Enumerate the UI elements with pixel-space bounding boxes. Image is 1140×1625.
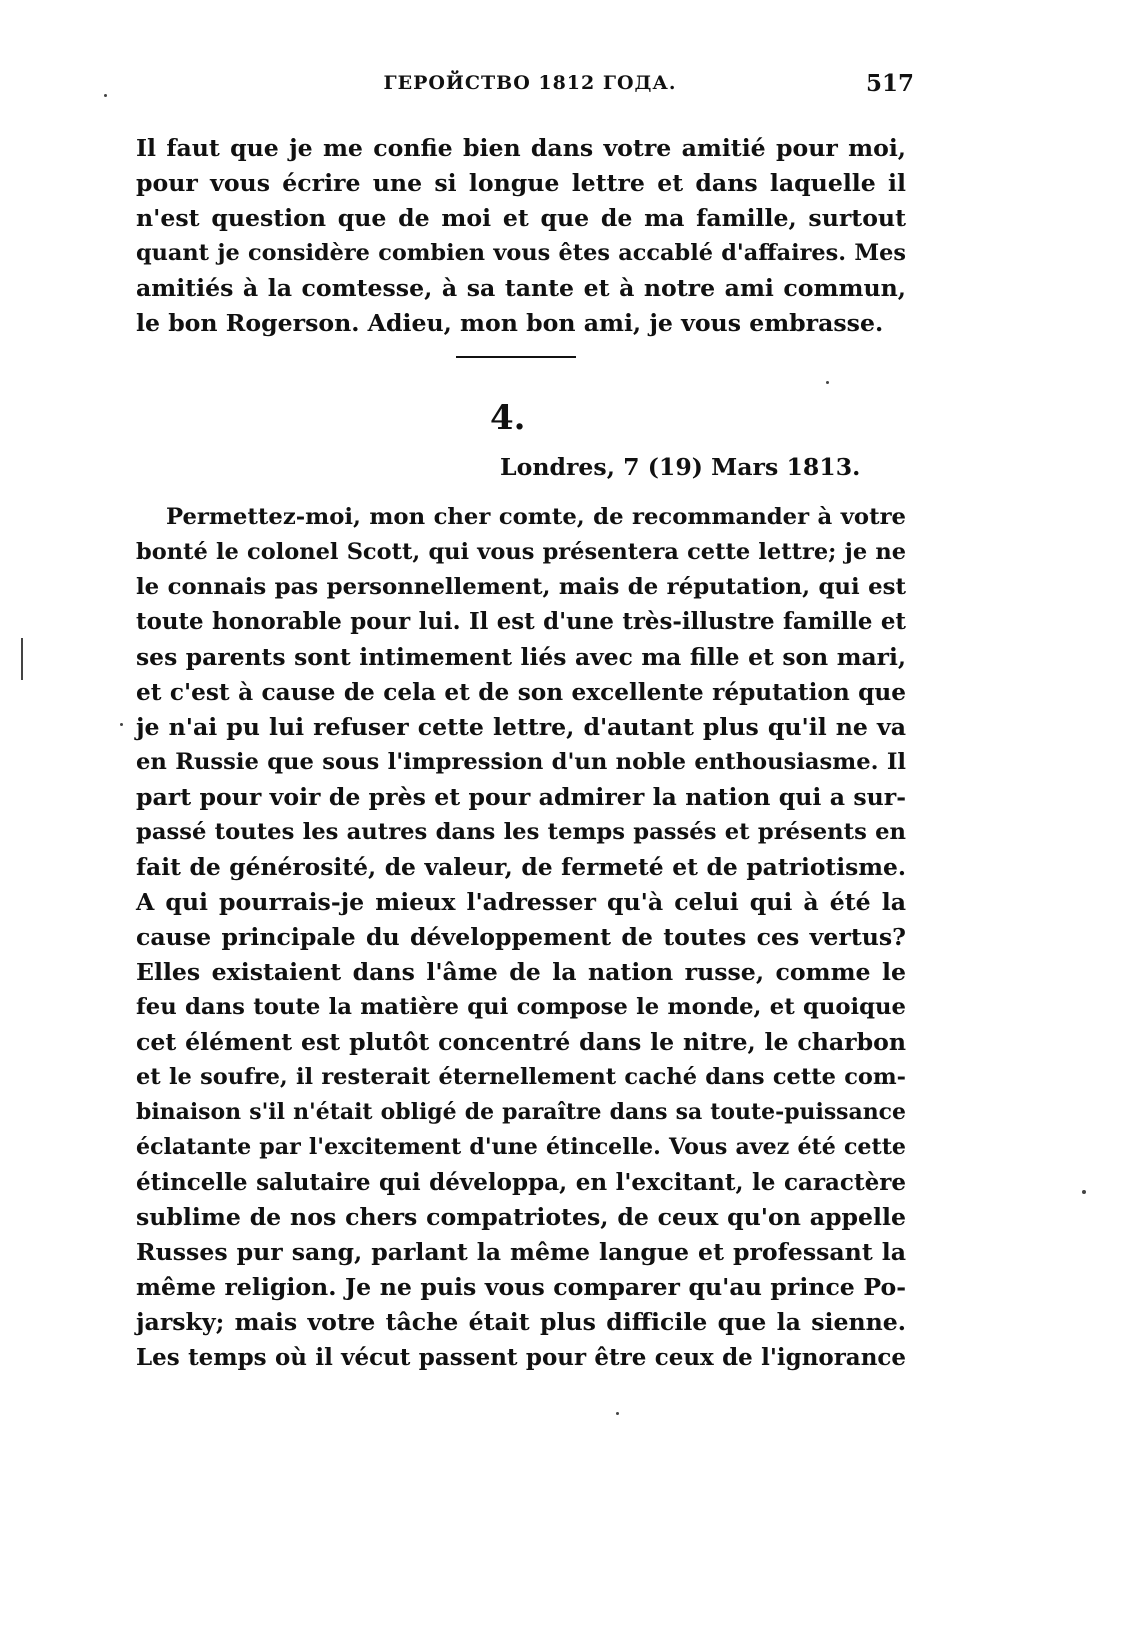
text-line: Russes pur sang, parlant la même langue et professant la [136,1238,906,1266]
scan-speck [616,1412,619,1415]
text-line: en Russie que sous l'impression d'un noble enthousiasme. Il [136,749,906,775]
text-line: fait de générosité, de valeur, de fermeté et de patriotisme. [136,853,906,881]
running-title: ГЕРОЙСТВО 1812 ГОДА. [383,72,677,94]
text-line: éclatante par l'excitement d'une étincelle. Vous avez été cette [136,1134,906,1160]
text-line: Les temps où il vécut passent pour être ceux de l'ignorance [136,1344,906,1371]
scan-margin-mark [21,638,23,680]
text-line: A qui pourrais-je mieux l'adresser qu'à celui qui à été la [136,888,906,916]
text-line: étincelle salutaire qui développa, en l'excitant, le caractère [136,1169,906,1196]
text-line: quant je considère combien vous êtes accablé d'affaires. Mes [136,240,906,266]
text-line: et le soufre, il resterait éternellement caché dans cette com- [136,1064,906,1090]
text-line: Elles existaient dans l'âme de la nation russe, comme le [136,958,906,986]
section-divider-rule [456,356,576,358]
text-line: cause principale du développement de toutes ces vertus? [136,923,906,951]
text-line: passé toutes les autres dans les temps passés et présents en [136,819,906,845]
text-line: le bon Rogerson. Adieu, mon bon ami, je vous embrasse. [136,309,884,337]
text-line: le connais pas personnellement, mais de réputation, qui est [136,574,906,600]
text-line: jarsky; mais votre tâche était plus difficile que la sienne. [136,1308,906,1336]
text-line: n'est question que de moi et que de ma famille, surtout [136,204,906,232]
letter-dateline: Londres, 7 (19) Mars 1813. [500,453,861,481]
text-line: je n'ai pu lui refuser cette lettre, d'autant plus qu'il ne va [136,713,906,741]
text-line: cet élément est plutôt concentré dans le nitre, le charbon [136,1028,906,1056]
text-line: Il faut que je me confie bien dans votre amitié pour moi, [136,134,906,162]
page-number: 517 [865,70,914,97]
scan-speck [104,94,107,97]
text-line: sublime de nos chers compatriotes, de ceux qu'on appelle [136,1203,906,1231]
paragraph-closing-letter [136,131,906,341]
text-line: feu dans toute la matière qui compose le monde, et quoique [136,994,906,1020]
text-line: pour vous écrire une si longue lettre et dans laquelle il [136,169,906,197]
letter-number: 4. [490,398,526,438]
text-line: bonté le colonel Scott, qui vous présentera cette lettre; je ne [136,539,906,565]
text-line: binaison s'il n'était obligé de paraître dans sa toute-puissance [136,1099,906,1125]
scan-speck [120,723,123,726]
text-line: part pour voir de près et pour admirer la nation qui a sur- [136,783,906,811]
text-line: Permettez-moi, mon cher comte, de recommander à votre [166,504,906,530]
text-line: et c'est à cause de cela et de son excellente réputation que [136,679,906,706]
running-head [0,72,1140,112]
text-line: toute honorable pour lui. Il est d'une très-illustre famille et [136,609,906,635]
text-line: ses parents sont intimement liés avec ma fille et son mari, [136,643,906,671]
text-line: même religion. Je ne puis vous comparer qu'au prince Po- [136,1273,906,1301]
scan-speck [826,381,829,384]
text-line: amitiés à la comtesse, à sa tante et à notre ami commun, [136,274,906,302]
scan-speck [1082,1190,1086,1194]
paragraph-letter-body [136,500,906,1375]
